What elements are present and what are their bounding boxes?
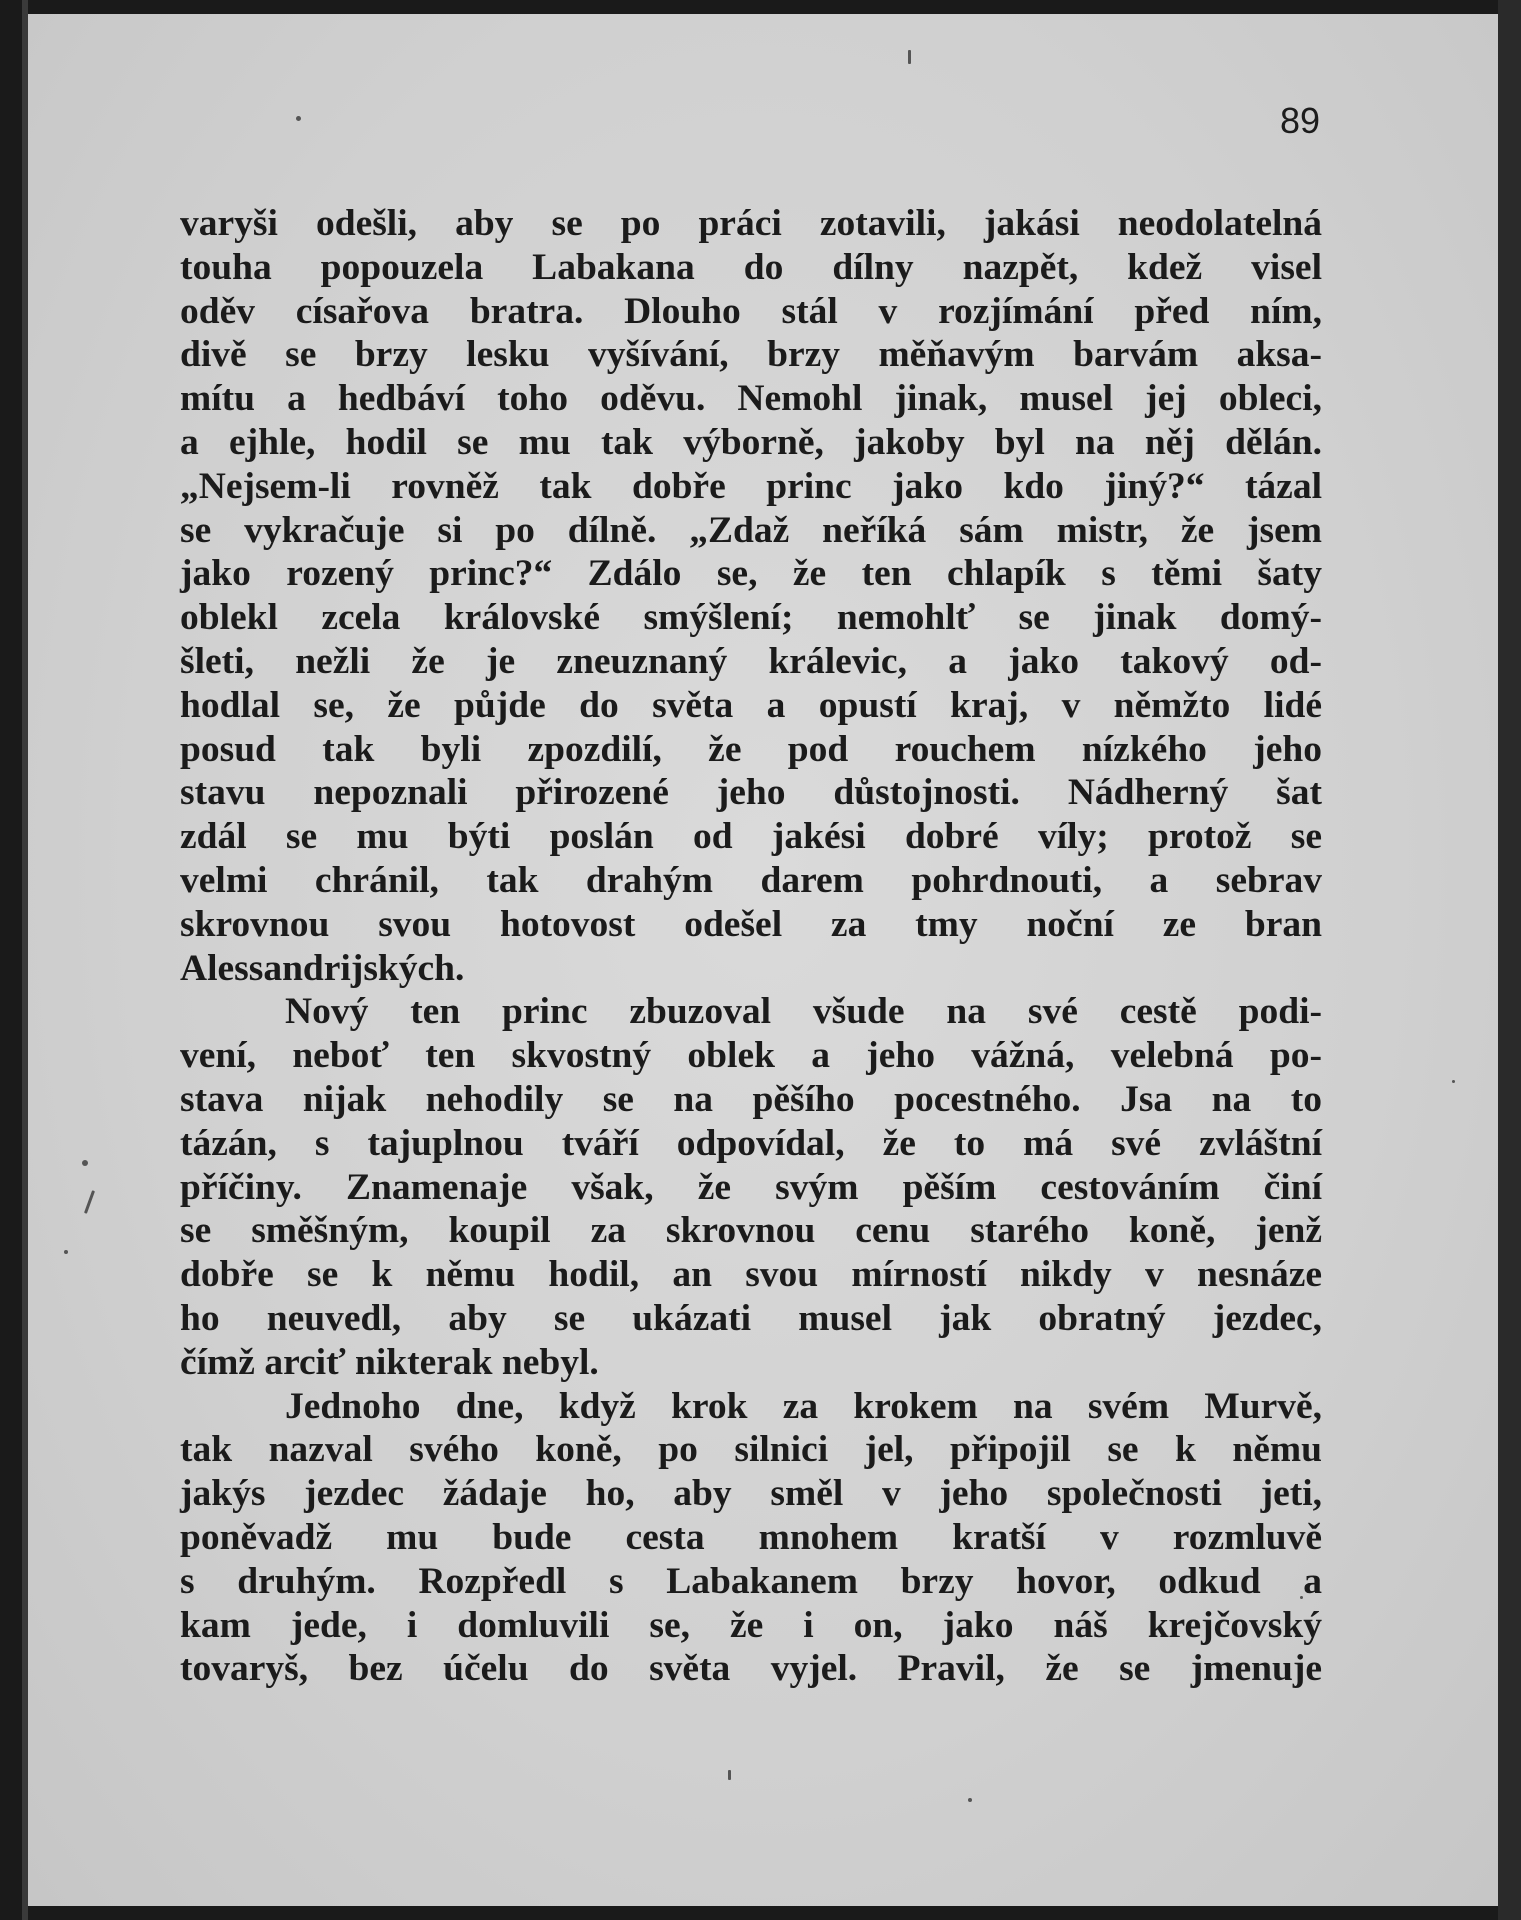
text-line: kam jede, i domluvili se, že i on, jako náš krejčovský <box>180 1604 1322 1646</box>
text-line: vení, neboť ten skvostný oblek a jeho vážná, velebná po- <box>180 1035 1322 1077</box>
text-line: varyši odešli, aby se po práci zotavili, jakási neodolatelná <box>180 203 1322 244</box>
text-line: šleti, nežli že je zneuznaný králevic, a jako takový od- <box>180 640 1322 682</box>
text-line: tovaryš, bez účelu do světa vyjel. Pravil, že se jmenuje <box>180 1648 1322 1690</box>
text-line: touha popouzela Labakana do dílny nazpět, kdež visel <box>180 246 1322 288</box>
text-line: se směšným, koupil za skrovnou cenu starého koně, jenž <box>180 1210 1322 1252</box>
body-text <box>180 202 1322 1691</box>
text-line: se vykračuje si po dílně. „Zdaž neříká sám mistr, že jsem <box>180 509 1322 551</box>
text-line: příčiny. Znamenaje však, že svým pěším cestováním činí <box>180 1166 1322 1208</box>
text-line: s druhým. Rozpředl s Labakanem brzy hovor, odkud a <box>180 1560 1322 1602</box>
text-line: oblekl zcela královské smýšlení; nemohlť se jinak domý- <box>180 597 1322 639</box>
page-number: 89 <box>1279 100 1320 141</box>
text-line-paragraph-start: Nový ten princ zbuzoval všude na své cestě podi- <box>285 991 1322 1033</box>
text-line: čímž arciť nikterak nebyl. <box>180 1341 599 1383</box>
text-line: velmi chránil, tak drahým darem pohrdnouti, a sebrav <box>180 859 1322 901</box>
text-line: stava nijak nehodily se na pěšího pocestného. Jsa na to <box>180 1078 1322 1120</box>
text-line: posud tak byli zpozdilí, že pod rouchem nízkého jeho <box>180 728 1322 770</box>
text-line: jako rozený princ?“ Zdálo se, že ten chlapík s těmi šaty <box>180 553 1322 595</box>
text-line: skrovnou svou hotovost odešel za tmy noční ze bran <box>180 903 1322 945</box>
text-line: zdál se mu býti poslán od jakési dobré víly; protož se <box>180 816 1322 858</box>
text-line: mítu a hedbáví toho oděvu. Nemohl jinak, musel jej obleci, <box>180 378 1322 420</box>
text-line: Alessandrijských. <box>180 947 465 989</box>
text-line-paragraph-start: Jednoho dne, když krok za krokem na svém Murvě, <box>285 1385 1322 1427</box>
text-line: dobře se k němu hodil, an svou mírností nikdy v nesnáze <box>180 1254 1322 1296</box>
text-line: jakýs jezdec žádaje ho, aby směl v jeho společnosti jeti, <box>180 1473 1322 1515</box>
text-line: „Nejsem-li rovněž tak dobře princ jako kdo jiný?“ tázal <box>180 465 1322 507</box>
text-line: divě se brzy lesku vyšívání, brzy měňavým barvám aksa- <box>180 334 1322 376</box>
text-line: tak nazval svého koně, po silnici jel, připojil se k němu <box>180 1429 1322 1471</box>
text-line: a ejhle, hodil se mu tak výborně, jakoby byl na něj dělán. <box>180 421 1322 463</box>
text-line: oděv císařova bratra. Dlouho stál v rozjímání před ním, <box>180 290 1322 332</box>
book-edge-right <box>1498 0 1521 1920</box>
text-line: stavu nepoznali přirozené jeho důstojnosti. Nádherný šat <box>180 772 1322 814</box>
text-line: ho neuvedl, aby se ukázati musel jak obratný jezdec, <box>180 1297 1322 1339</box>
text-line: tázán, s tajuplnou tváří odpovídal, že to má své zvláštní <box>180 1122 1322 1164</box>
text-line: hodlal se, že půjde do světa a opustí kraj, v němžto lidé <box>180 684 1322 726</box>
text-line: poněvadž mu bude cesta mnohem kratší v rozmluvě <box>180 1516 1322 1558</box>
